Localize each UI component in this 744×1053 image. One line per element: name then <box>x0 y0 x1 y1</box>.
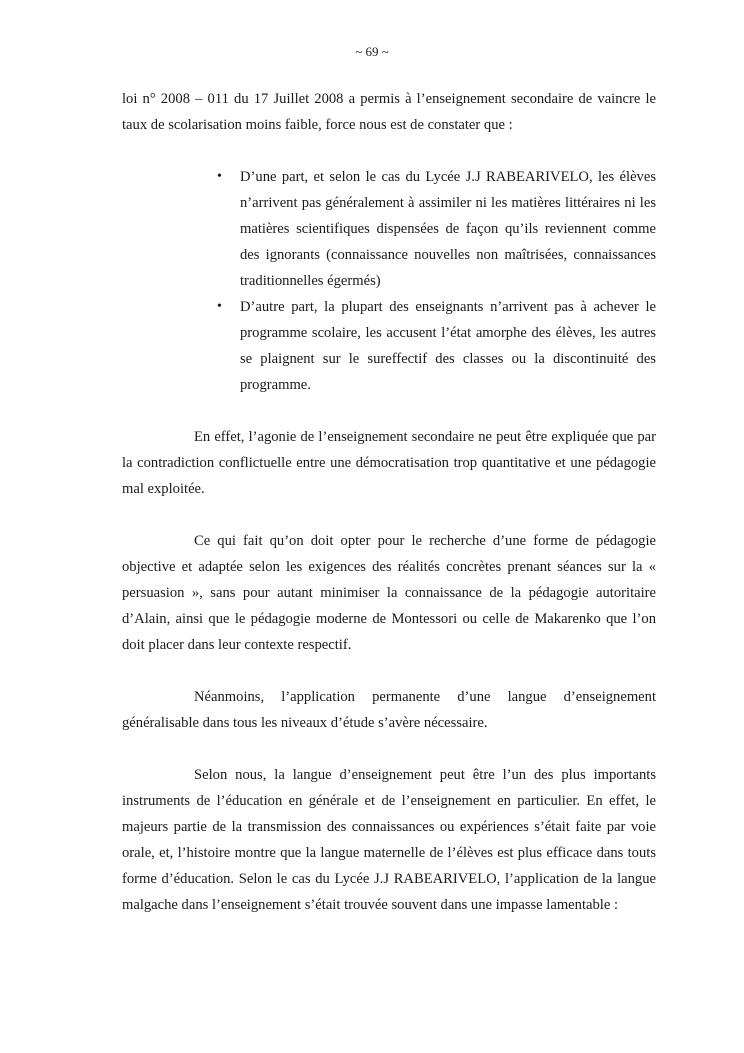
paragraph-en-effet: En effet, l’agonie de l’enseignement secondaire ne peut être expliquée que par la contradiction conflictuelle entre une démocratisation trop quantitative et une pédagogie mal exploitée. <box>122 429 656 497</box>
bullet-item <box>217 294 656 398</box>
bullet-text: D’autre part, la plupart des enseignants n’arrivent pas à achever le programme scolaire, les accusent l’état amorphe des élèves, les autres se plaignent sur le sureffectif des classes ou la discontinuité des programme. <box>240 299 656 393</box>
paragraph-neanmoins: Néanmoins, l’application permanente d’une langue d’enseignement généralisable dans tous les niveaux d’étude s’avère nécessaire. <box>122 689 656 731</box>
bullet-list <box>122 164 656 398</box>
bullet-item <box>217 164 656 294</box>
intro-paragraph: loi n° 2008 – 011 du 17 Juillet 2008 a permis à l’enseignement secondaire de vaincre le taux de scolarisation moins faible, force nous est de constater que : <box>122 91 656 133</box>
bullet-icon: • <box>217 169 222 184</box>
document-body <box>122 86 656 918</box>
page-number: ~ 69 ~ <box>355 44 389 59</box>
paragraph-ce-qui-fait: Ce qui fait qu’on doit opter pour le recherche d’une forme de pédagogie objective et adaptée selon les exigences des réalités concrètes prenant séances sur la « persuasion », sans pour autant minimiser la connaissance de la pédagogie autoritaire d’Alain, ainsi que le pédagogie moderne de Montessori ou celle de Makarenko que l’on doit placer dans leur contexte respectif. <box>122 533 656 653</box>
paragraph-selon-nous: Selon nous, la langue d’enseignement peut être l’un des plus importants instruments de l’éducation en générale et de l’enseignement en particulier. En effet, le majeurs partie de la transmission des connaissances ou expériences s’était faite par voie orale, et, l’histoire montre que la langue maternelle de l’élèves est plus efficace dans touts forme d’éducation. Selon le cas du Lycée J.J RABEARIVELO, l’application de la langue malgache dans l’enseignement s’était trouvée souvent dans une impasse lamentable : <box>122 767 656 913</box>
bullet-text: D’une part, et selon le cas du Lycée J.J RABEARIVELO, les élèves n’arrivent pas généralement à assimiler ni les matières littéraires ni les matières scientifiques dispensées de façon qu’ils reviennent comme des ignorants (connaissance nouvelles non maîtrisées, connaissances traditionnelles égermés) <box>240 169 656 289</box>
bullet-icon: • <box>217 299 222 314</box>
